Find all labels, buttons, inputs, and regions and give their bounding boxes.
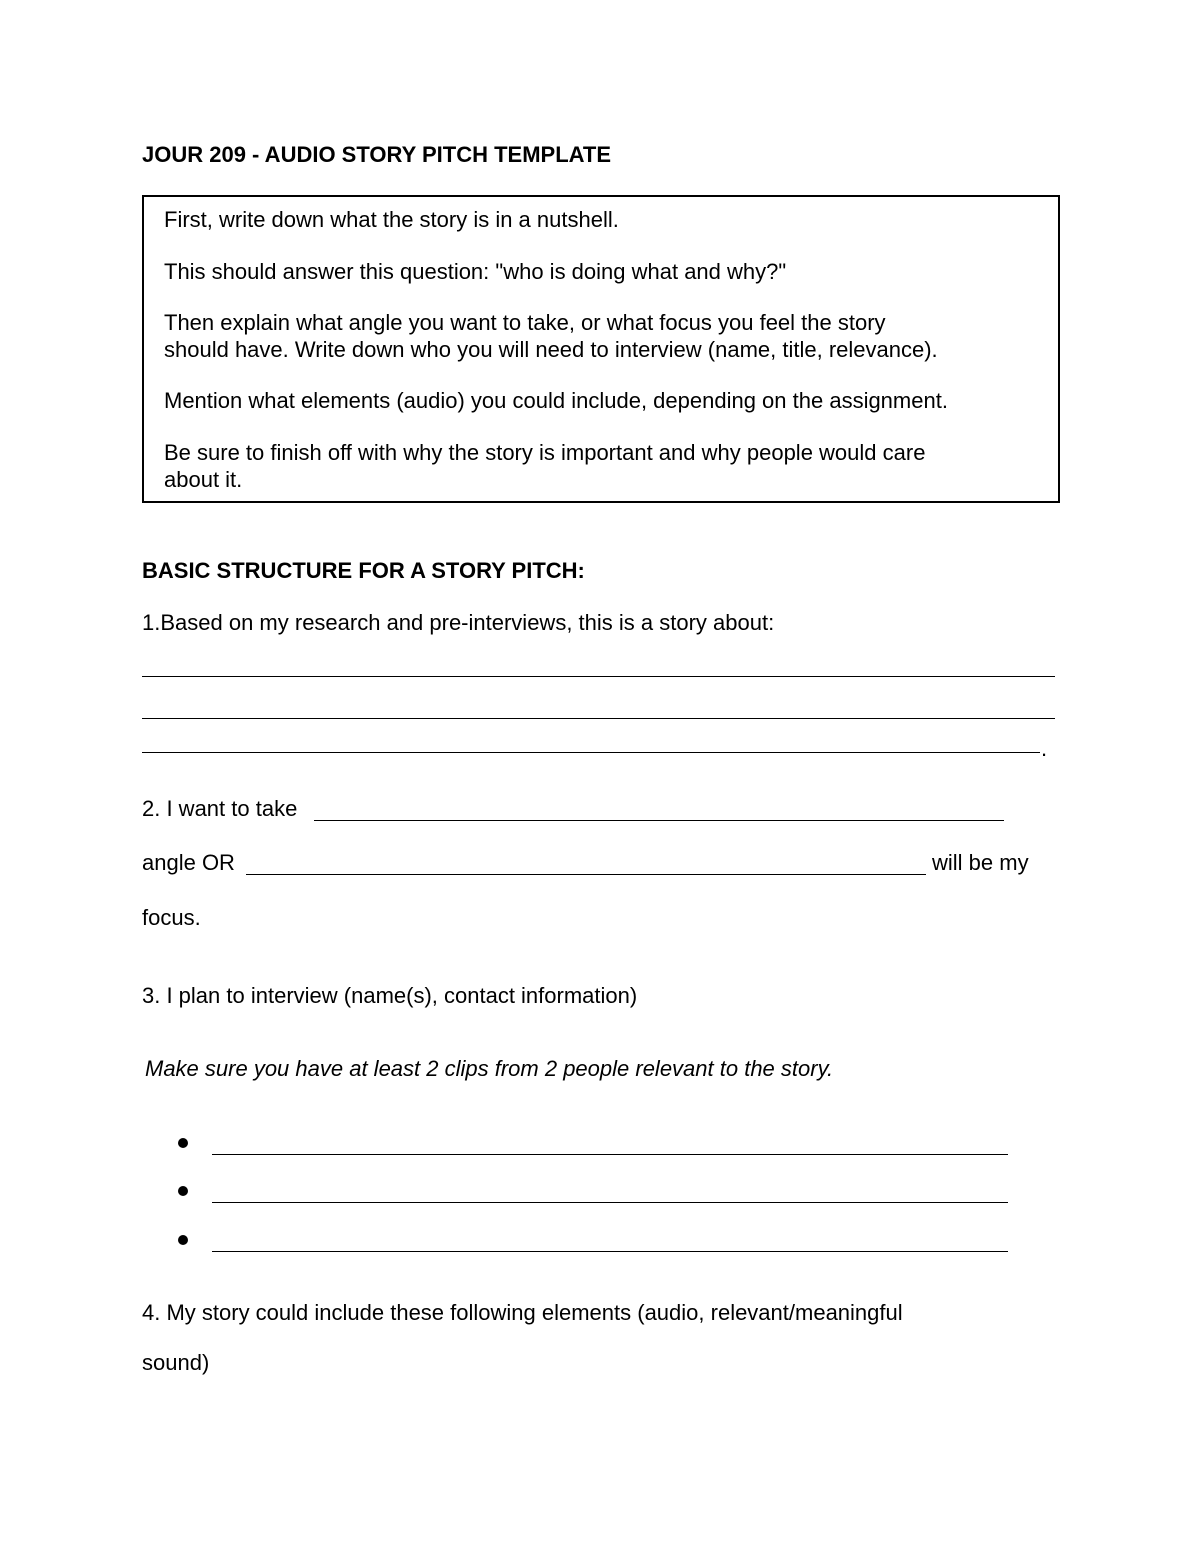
item1-prompt: 1.Based on my research and pre-interviews, this is a story about: xyxy=(142,610,775,635)
bullet-icon xyxy=(178,1138,188,1148)
interviewee-answer-line[interactable] xyxy=(212,1202,1008,1203)
structure-heading: BASIC STRUCTURE FOR A STORY PITCH: xyxy=(142,558,585,583)
instruction-importance-line1: Be sure to finish off with why the story is important and why people would care xyxy=(164,440,926,465)
item2-angle-label: angle OR xyxy=(142,850,235,875)
item3-prompt: 3. I plan to interview (name(s), contact information) xyxy=(142,983,638,1008)
item2-prompt: 2. I want to take xyxy=(142,796,298,821)
instruction-angle-line2: should have. Write down who you will need to interview (name, title, relevance). xyxy=(164,337,938,362)
item1-answer-line[interactable] xyxy=(142,676,1055,677)
page-title: JOUR 209 - AUDIO STORY PITCH TEMPLATE xyxy=(142,142,611,167)
item1-answer-line[interactable] xyxy=(142,718,1055,719)
instructions-box xyxy=(142,195,1060,503)
interviewee-answer-line[interactable] xyxy=(212,1154,1008,1155)
item2-focus-label: focus. xyxy=(142,905,201,930)
item2-will-label: will be my xyxy=(932,850,1029,875)
bullet-icon xyxy=(178,1235,188,1245)
item2-focus-answer-line[interactable] xyxy=(246,874,926,875)
instruction-elements: Mention what elements (audio) you could include, depending on the assignment. xyxy=(164,388,948,413)
instruction-angle-line1: Then explain what angle you want to take, or what focus you feel the story xyxy=(164,310,886,335)
item4-prompt-line2: sound) xyxy=(142,1350,210,1375)
item3-note: Make sure you have at least 2 clips from 2 people relevant to the story. xyxy=(145,1056,834,1081)
bullet-icon xyxy=(178,1186,188,1196)
item4-prompt-line1: 4. My story could include these following elements (audio, relevant/meaningful xyxy=(142,1300,903,1325)
item1-period: . xyxy=(1041,736,1048,761)
instruction-nutshell: First, write down what the story is in a nutshell. xyxy=(164,207,619,232)
instruction-importance-line2: about it. xyxy=(164,467,243,492)
interviewee-answer-line[interactable] xyxy=(212,1251,1008,1252)
item1-answer-line[interactable] xyxy=(142,752,1040,753)
instruction-question: This should answer this question: "who is doing what and why?" xyxy=(164,259,787,284)
item2-angle-answer-line[interactable] xyxy=(314,820,1004,821)
